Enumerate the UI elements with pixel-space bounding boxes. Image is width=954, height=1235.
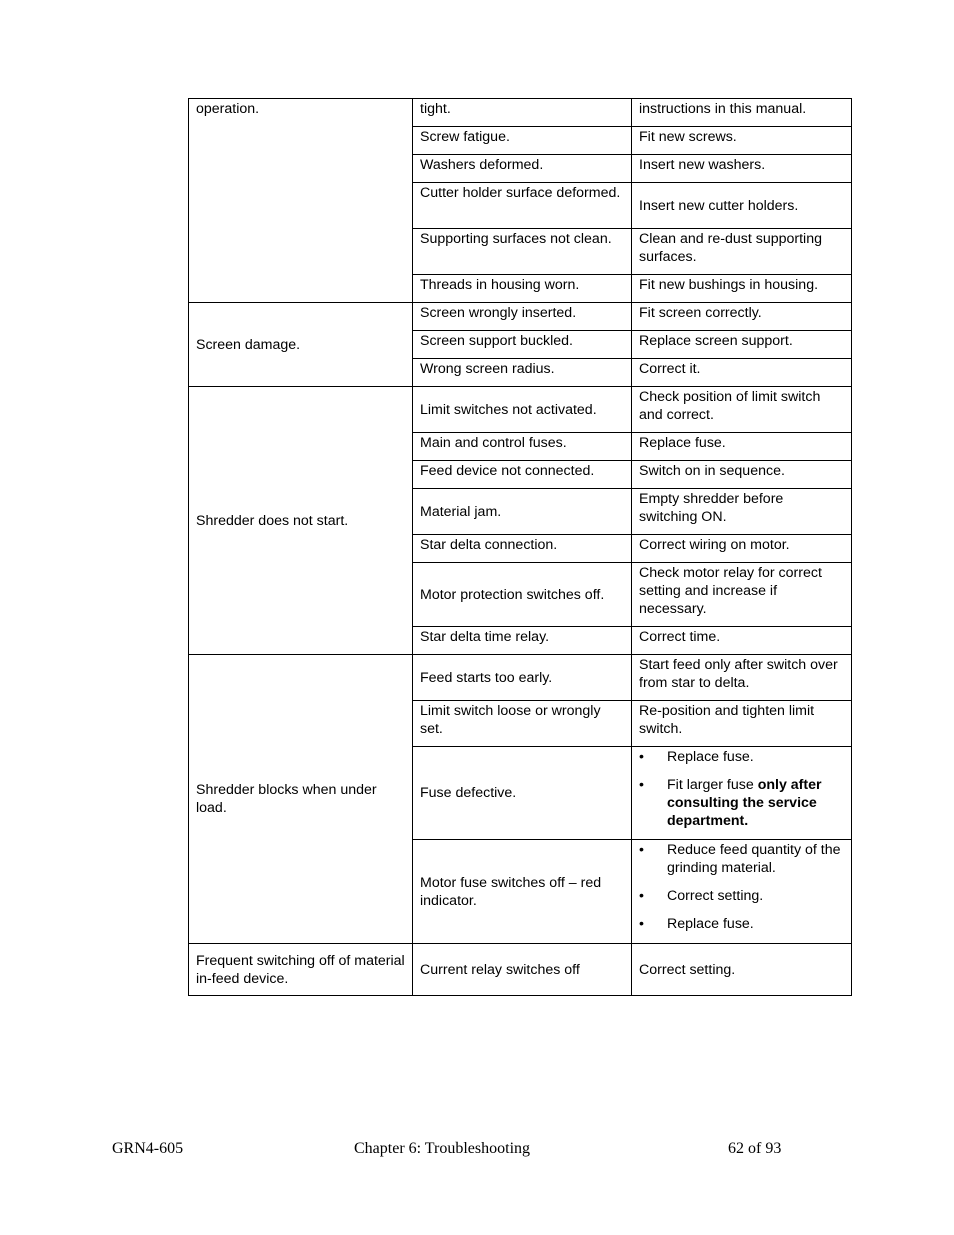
fault-text: operation. (196, 101, 260, 117)
cause-cell: Threads in housing worn. (413, 275, 632, 303)
remedy-cell: Check position of limit switch and correct. (632, 387, 852, 433)
cause-cell: Screw fatigue. (413, 127, 632, 155)
table-row (189, 303, 852, 331)
remedy-cell: Switch on in sequence. (632, 461, 852, 489)
fault-cell (189, 99, 413, 303)
cause-cell: Material jam. (413, 489, 632, 535)
bullet-list (639, 748, 844, 830)
list-item: • Reduce feed quantity of the grinding material. (639, 842, 841, 876)
bullet-icon: • (639, 888, 644, 904)
remedy-cell: Start feed only after switch over from star to delta. (632, 655, 852, 701)
bullet-icon: • (639, 842, 644, 858)
remedy-cell: Correct setting. (632, 944, 852, 996)
remedy-cell: Empty shredder before switching ON. (632, 489, 852, 535)
cause-cell: Washers deformed. (413, 155, 632, 183)
remedy-cell (632, 747, 852, 840)
cause-cell: Cutter holder surface deformed. (413, 183, 632, 229)
cause-cell: Feed starts too early. (413, 655, 632, 701)
cause-cell: Limit switch loose or wrongly set. (413, 701, 632, 747)
remedy-cell: Replace screen support. (632, 331, 852, 359)
remedy-cell: Re-position and tighten limit switch. (632, 701, 852, 747)
table-row (189, 944, 852, 996)
remedy-cell: Fit new screws. (632, 127, 852, 155)
list-item: • Correct setting. (639, 888, 764, 904)
remedy-cell (632, 840, 852, 944)
cause-cell: Star delta connection. (413, 535, 632, 563)
remedy-cell: Replace fuse. (632, 433, 852, 461)
table-row (189, 655, 852, 701)
cause-cell: Motor fuse switches off – red indicator. (413, 840, 632, 944)
cause-cell: Limit switches not activated. (413, 387, 632, 433)
cause-cell: Screen support buckled. (413, 331, 632, 359)
troubleshooting-table (188, 98, 852, 996)
fault-cell: Screen damage. (189, 303, 413, 387)
cause-cell: Supporting surfaces not clean. (413, 229, 632, 275)
fault-cell: Shredder blocks when under load. (189, 655, 413, 944)
table-row (189, 387, 852, 433)
remedy-cell: Correct time. (632, 627, 852, 655)
cause-cell: Current relay switches off (413, 944, 632, 996)
bullet-list (639, 841, 844, 933)
cause-cell: Wrong screen radius. (413, 359, 632, 387)
bullet-icon: • (639, 777, 644, 793)
cause-cell: Motor protection switches off. (413, 563, 632, 627)
cause-cell: Fuse defective. (413, 747, 632, 840)
table-row (189, 99, 852, 127)
bullet-icon: • (639, 749, 644, 765)
remedy-cell: Correct wiring on motor. (632, 535, 852, 563)
remedy-cell: Fit screen correctly. (632, 303, 852, 331)
remedy-cell: Check motor relay for correct setting and increase if necessary. (632, 563, 852, 627)
footer-page-number: 62 of 93 (728, 1140, 782, 1157)
cause-cell: tight. (413, 99, 632, 127)
list-item: • Replace fuse. (639, 749, 754, 765)
list-item: • Fit larger fuse only after consulting the service department. (639, 777, 822, 829)
cause-cell: Feed device not connected. (413, 461, 632, 489)
bullet-icon: • (639, 916, 644, 932)
remedy-cell: instructions in this manual. (632, 99, 852, 127)
remedy-cell: Insert new washers. (632, 155, 852, 183)
footer-chapter-title: Chapter 6: Troubleshooting (354, 1140, 531, 1157)
cause-cell: Screen wrongly inserted. (413, 303, 632, 331)
remedy-cell: Fit new bushings in housing. (632, 275, 852, 303)
footer-document-id: GRN4-605 (112, 1140, 184, 1157)
remedy-cell: Correct it. (632, 359, 852, 387)
cause-cell: Star delta time relay. (413, 627, 632, 655)
cause-cell: Main and control fuses. (413, 433, 632, 461)
remedy-cell: Insert new cutter holders. (632, 183, 852, 229)
fault-cell: Shredder does not start. (189, 387, 413, 655)
list-item: • Replace fuse. (639, 916, 754, 932)
fault-cell: Frequent switching off of material in-feed device. (189, 944, 413, 996)
remedy-cell: Clean and re-dust supporting surfaces. (632, 229, 852, 275)
